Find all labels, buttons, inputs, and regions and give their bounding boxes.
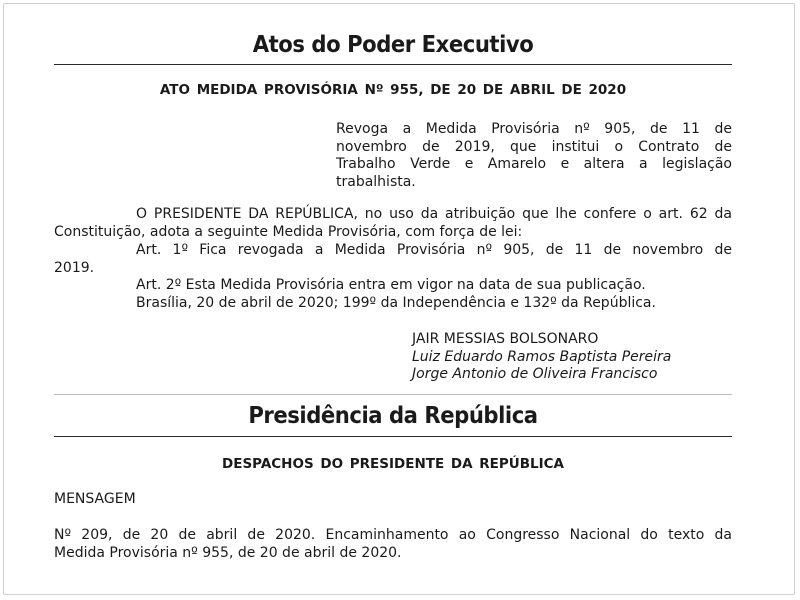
mensagem-label: MENSAGEM — [54, 491, 136, 507]
section-title-presidencia: Presidência da República — [248, 403, 538, 429]
despachos-heading: DESPACHOS DO PRESIDENTE DA REPÚBLICA — [222, 456, 564, 472]
signature-president: JAIR MESSIAS BOLSONARO — [412, 331, 599, 347]
mensagem-line: Medida Provisória nº 955, de 20 de abril de 2020. — [54, 544, 402, 561]
article-1-line: Art. 1º Fica revogada a Medida Provisória nº 905, de 11 de novembro de — [136, 242, 732, 258]
ementa-line: novembro de 2019, que institui o Contrato de — [336, 138, 732, 155]
mensagem-line: Nº 209, de 20 de abril de 2020. Encaminhamento ao Congresso Nacional do texto da — [54, 527, 732, 543]
article-1-line: 2019. — [54, 259, 95, 276]
ementa-line: Trabalho Verde e Amarelo e altera a legislação — [336, 156, 732, 172]
section-divider — [54, 394, 732, 395]
ementa — [336, 121, 732, 191]
signatures — [412, 331, 671, 384]
closing-date: Brasília, 20 de abril de 2020; 199º da Independência e 132º da República. — [136, 295, 656, 311]
section-title-atos: Atos do Poder Executivo — [252, 32, 534, 58]
article-2: Art. 2º Esta Medida Provisória entra em vigor na data de sua publicação. — [136, 277, 646, 293]
signature-minister: Jorge Antonio de Oliveira Francisco — [412, 366, 658, 382]
preamble-line: O PRESIDENTE DA REPÚBLICA, no uso da atribuição que lhe confere o art. 62 da — [136, 206, 732, 222]
section-rule-top — [54, 436, 732, 437]
mensagem-text — [54, 527, 732, 562]
ementa-line: trabalhista. — [336, 173, 416, 190]
article-1 — [54, 242, 732, 277]
ementa-line: Revoga a Medida Provisória nº 905, de 11 de — [336, 121, 732, 137]
preamble-line: Constituição, adota a seguinte Medida Provisória, com força de lei: — [54, 223, 523, 240]
signature-minister: Luiz Eduardo Ramos Baptista Pereira — [412, 348, 672, 365]
section-rule-top — [54, 64, 732, 65]
preamble — [54, 206, 732, 241]
act-heading: ATO MEDIDA PROVISÓRIA Nº 955, DE 20 DE ABRIL DE 2020 — [159, 82, 627, 98]
